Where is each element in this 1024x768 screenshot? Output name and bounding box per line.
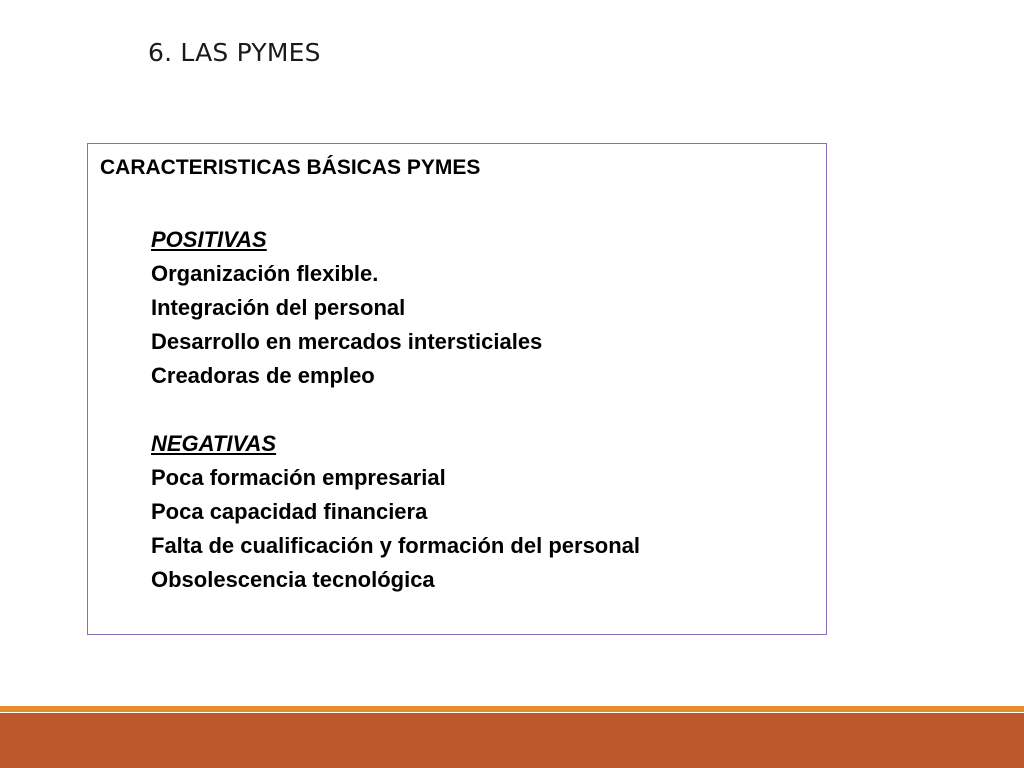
negative-item: Falta de cualificación y formación del personal: [151, 533, 641, 558]
box-heading: CARACTERISTICAS BÁSICAS PYMES: [100, 156, 481, 179]
positive-label: POSITIVAS: [151, 227, 267, 252]
negative-item: Obsolescencia tecnológica: [151, 567, 435, 592]
positive-item: Integración del personal: [151, 295, 406, 320]
negative-item: Poca capacidad financiera: [151, 499, 428, 524]
characteristics-box: [87, 143, 827, 635]
positive-item: Creadoras de empleo: [151, 363, 375, 388]
positive-section: [151, 223, 542, 393]
negative-section: [151, 427, 640, 597]
positive-item: Desarrollo en mercados intersticiales: [151, 329, 543, 354]
footer-accent-line: [0, 706, 1024, 712]
negative-label: NEGATIVAS: [151, 431, 277, 456]
positive-item: Organización flexible.: [151, 261, 379, 286]
slide-title: 6. LAS PYMES: [148, 38, 321, 67]
footer-band: [0, 713, 1024, 768]
negative-item: Poca formación empresarial: [151, 465, 446, 490]
